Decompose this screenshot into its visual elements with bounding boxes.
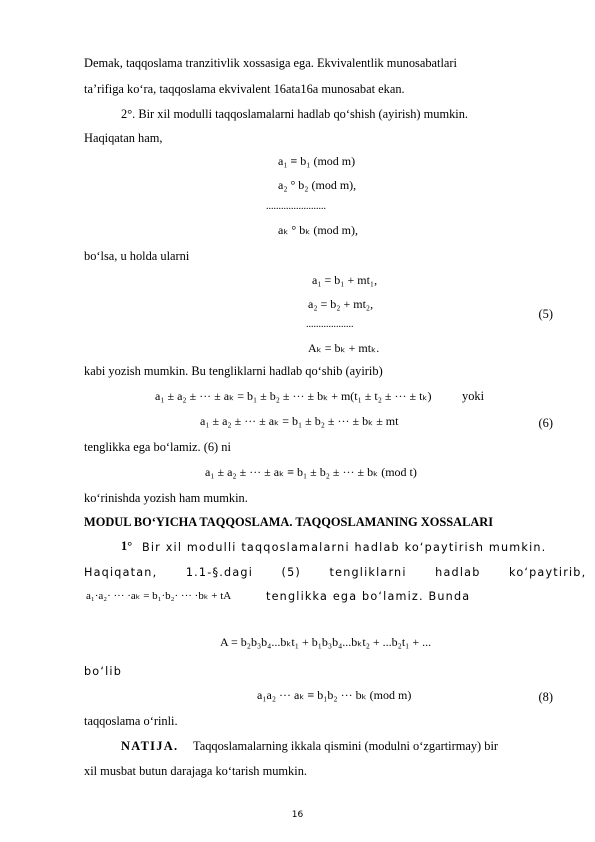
dots-line: ........................ [266,201,326,212]
equality-eq-k: Aₖ = bₖ + mtₖ. [308,341,380,355]
corollary-label: NATIJA. [121,739,179,753]
equation-number: (6) [538,416,553,430]
page-number: 16 [291,810,304,820]
equation-number: (8) [538,690,553,704]
equation-6: a₁ ± a₂ ± ··· ± aₖ = b₁ ± b₂ ± ··· ± bₖ ± mt [200,414,399,428]
yoki-word: yoki [462,389,485,403]
equality-eq-2: a₂ = b₂ + mt₂, [308,297,374,311]
paragraph-line: ta’rifiga ko‘ra, taqqoslama ekvivalent 16ata16a munosabat ekan. [84,82,405,96]
dots-line: ................... [306,319,354,330]
A-definition: A = b₂b₃b₄...bₖt₁ + b₁b₃b₄...bₖt₂ + ...b₂t₁ + ... [220,635,432,649]
product-equation: a₁·a₂· ··· ·aₖ = b₁·b₂· ··· ·bₖ + tA [86,590,232,602]
paragraph-line: kabi yozish mumkin. Bu tengliklarni hadlab qo‘shib (ayirib) [84,364,383,378]
paragraph-line: taqqoslama o‘rinli. [84,714,178,728]
corollary-text: Taqqoslamalarning ikkala qismini (modulni o‘zgartirmay) bir [193,739,499,753]
paragraph-line: bo‘lsa, u holda ularni [84,249,190,263]
paragraph-line: tenglikka ega bo‘lamiz. Bunda [266,590,471,603]
congruence-eq-1: a₁ ≡ b₁ (mod m) [278,154,356,168]
congruence-sum: a₁ ± a₂ ± ··· ± aₖ ≡ b₁ ± b₂ ± ··· ± bₖ (mod t) [205,465,417,479]
section-heading: MODUL BO‘YICHA TAQQOSLAMA. TAQQOSLAMANING XOSSALARI [84,515,494,529]
paragraph-line: tenglikka ega bo‘lamiz. (6) ni [84,440,231,454]
paragraph-line: Demak, taqqoslama tranzitivlik xossasiga ega. Ekvivalentlik munosabatlari [84,56,457,70]
equality-eq-1: a₁ = b₁ + mt₁, [312,273,378,287]
congruence-eq-2: a₂ ° b₂ (mod m), [278,178,357,192]
paragraph-line: Haqiqatan ham, [84,131,163,145]
property-1-statement: Bir xil modulli taqqoslamalarni hadlab ko‘paytirish mumkin. [142,541,547,554]
paragraph-line: Haqiqatan, 1.1-§.dagi (5) tengliklarni hadlab ko‘paytirib, [84,566,587,579]
sum-equation: a₁ ± a₂ ± ··· ± aₖ = b₁ ± b₂ ± ··· ± bₖ + m(t₁ ± t₂ ± ··· ± tₖ) [155,389,432,403]
congruence-eq-k: aₖ ° bₖ (mod m), [278,223,359,237]
paragraph-line: bo‘lib [84,665,123,678]
property-2-statement: 2°. Bir xil modulli taqqoslamalarni hadlab qo‘shish (ayirish) mumkin. [121,107,469,121]
equation-8: a₁a₂ ··· aₖ ≡ b₁b₂ ··· bₖ (mod m) [257,688,412,702]
equation-number: (5) [538,307,553,321]
paragraph-line: xil musbat butun darajaga ko‘tarish mumkin. [84,764,307,778]
paragraph-line: ko‘rinishda yozish ham mumkin. [84,491,248,505]
property-1-marker: 1° [121,539,133,553]
